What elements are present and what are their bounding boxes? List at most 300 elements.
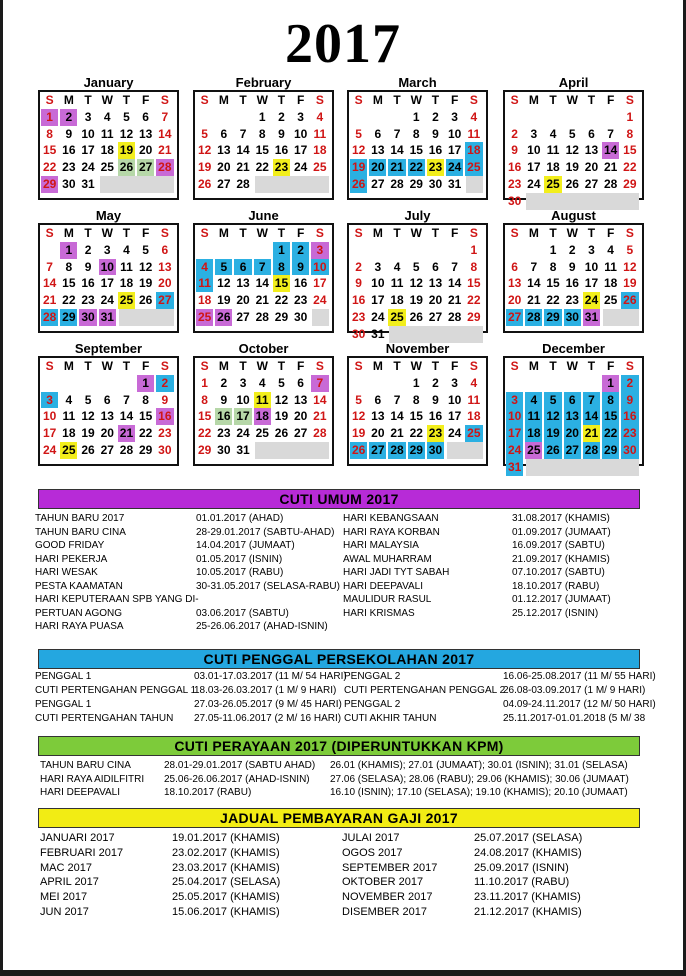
- pay-date: 19.01.2017 (KHAMIS): [172, 832, 280, 844]
- day-cell: 2: [156, 375, 173, 392]
- day-cell: 3: [374, 259, 382, 274]
- day-cell: 16: [158, 409, 172, 424]
- day-cell: 26: [119, 160, 134, 175]
- day-header: S: [625, 359, 634, 373]
- day-cell: 8: [626, 126, 634, 141]
- festive-extra-days: 27.06 (SELASA); 28.06 (RABU); 29.06 (KHAMIS); 30.06 (JUMAAT): [330, 773, 629, 785]
- day-header: T: [393, 226, 401, 240]
- month-name: March: [398, 75, 437, 90]
- day-cell: 2: [84, 242, 92, 257]
- day-cell: 20: [217, 160, 231, 175]
- pay-month: JANUARI 2017: [40, 832, 115, 844]
- day-cell: 30: [507, 193, 522, 208]
- day-header: M: [218, 226, 229, 240]
- day-cell: 8: [412, 126, 420, 141]
- day-cell: 14: [236, 143, 250, 158]
- day-cell: 13: [138, 126, 153, 141]
- holiday-date: 01.01.2017 (AHAD): [196, 513, 284, 524]
- day-cell: 1: [549, 242, 557, 257]
- day-cell: 31: [584, 310, 599, 324]
- day-cell: 5: [84, 392, 92, 407]
- day-cell: 28: [584, 443, 599, 457]
- day-header: F: [606, 359, 615, 373]
- month-june: [193, 209, 334, 333]
- day-cell: 15: [546, 276, 560, 291]
- day-cell: 25: [119, 293, 134, 308]
- day-cell: 7: [393, 126, 401, 141]
- day-cell: 27: [371, 177, 385, 191]
- day-cell: 23: [428, 426, 443, 441]
- day-cell: 29: [62, 310, 76, 324]
- holiday-name: HARI DEEPAVALI: [343, 580, 424, 592]
- day-cell: 29: [409, 177, 423, 191]
- day-header: S: [315, 226, 324, 240]
- day-cell: 3: [451, 375, 458, 390]
- day-cell: 15: [409, 143, 423, 158]
- day-cell: 25: [467, 160, 481, 175]
- day-cell: 25: [467, 426, 481, 441]
- day-cell: 14: [158, 126, 172, 141]
- day-header: S: [625, 226, 634, 240]
- day-cell: 16: [507, 160, 522, 175]
- pay-date: 25.07.2017 (SELASA): [474, 832, 583, 844]
- month-name: August: [551, 208, 596, 223]
- pay-month: SEPTEMBER 2017: [342, 861, 438, 874]
- month-grid: [193, 356, 334, 466]
- day-cell: 15: [274, 276, 289, 291]
- pay-date: 25.05.2017 (KHAMIS): [172, 891, 280, 904]
- day-header: S: [200, 359, 209, 373]
- day-cell: 20: [138, 143, 153, 158]
- day-cell: 29: [603, 443, 618, 457]
- day-cell: 17: [527, 160, 541, 175]
- day-header: S: [45, 93, 54, 107]
- day-cell: 18: [119, 276, 134, 291]
- term-name: CUTI PERTENGAHAN PENGGAL 1: [35, 685, 197, 696]
- month-august: [503, 209, 644, 333]
- empty-cells: [255, 176, 330, 193]
- day-header: W: [410, 226, 422, 240]
- day-cell: 3: [297, 109, 304, 124]
- day-cell: 1: [137, 375, 154, 392]
- day-header: S: [160, 93, 169, 107]
- day-cell: 30: [62, 177, 76, 191]
- day-header: M: [372, 359, 383, 373]
- day-cell: 18: [467, 143, 481, 158]
- month-grid: [503, 356, 644, 474]
- month-name: December: [542, 341, 605, 356]
- day-cell: 22: [274, 293, 289, 308]
- day-cell: 16: [293, 276, 308, 291]
- pay-month: DISEMBER 2017: [342, 906, 427, 918]
- day-cell: 15: [42, 143, 57, 158]
- day-cell: 3: [103, 242, 111, 257]
- day-cell: 11: [546, 143, 560, 158]
- day-cell: 30: [217, 443, 231, 457]
- day-cell: 22: [255, 160, 269, 175]
- holiday-name: HARI RAYA KORBAN: [343, 526, 440, 538]
- day-cell: 8: [273, 259, 290, 276]
- day-cell: 27: [217, 177, 231, 191]
- day-cell: 22: [138, 426, 153, 441]
- day-cell: 31: [100, 310, 114, 324]
- day-cell: 3: [506, 392, 523, 409]
- pay-date: 25.09.2017 (ISNIN): [474, 861, 569, 874]
- day-cell: 17: [313, 276, 327, 291]
- month-name: April: [558, 75, 589, 90]
- festive-name: HARI RAYA AIDILFITRI: [40, 773, 145, 785]
- day-cell: 21: [390, 160, 404, 175]
- day-cell: 30: [293, 310, 308, 324]
- term-name: CUTI AKHIR TAHUN: [344, 713, 437, 724]
- day-cell: 22: [409, 426, 423, 441]
- day-cell: 26: [351, 443, 366, 457]
- day-header: T: [239, 93, 247, 107]
- day-cell: 11: [120, 259, 133, 274]
- month-september: [38, 342, 179, 466]
- term-name: PENGGAL 2: [344, 699, 401, 710]
- day-header: S: [160, 226, 169, 240]
- day-cell: 6: [374, 392, 382, 407]
- day-cell: 13: [236, 276, 250, 291]
- day-cell: 24: [527, 177, 541, 191]
- day-header: T: [431, 226, 440, 240]
- day-cell: 23: [274, 160, 289, 175]
- term-name: PENGGAL 2: [344, 671, 401, 682]
- day-cell: 7: [161, 109, 169, 124]
- day-header: W: [101, 359, 113, 373]
- day-header: T: [277, 226, 286, 240]
- day-cell: 29: [42, 177, 57, 191]
- day-cell: 8: [412, 392, 420, 407]
- month-grid: [193, 90, 334, 200]
- day-cell: 1: [258, 109, 266, 124]
- day-header: S: [469, 226, 478, 240]
- month-grid: [193, 223, 334, 333]
- month-grid: [503, 223, 644, 333]
- day-cell: 19: [81, 426, 95, 441]
- holiday-date: 01.05.2017 (ISNIN): [196, 553, 283, 565]
- day-cell: 4: [123, 242, 130, 257]
- day-cell: 24: [447, 160, 462, 175]
- day-cell: 2: [355, 259, 362, 274]
- day-cell: 1: [412, 109, 420, 124]
- day-cell: 20: [565, 426, 579, 441]
- day-cell: 3: [311, 242, 328, 259]
- day-cell: 27: [138, 160, 153, 175]
- day-header: M: [218, 359, 229, 373]
- day-cell: 21: [236, 160, 250, 175]
- day-cell: 17: [42, 426, 57, 441]
- day-cell: 15: [409, 409, 423, 424]
- day-cell: 10: [527, 143, 541, 158]
- day-header: M: [528, 359, 539, 373]
- day-cell: 20: [293, 409, 308, 424]
- empty-cells: [312, 309, 329, 326]
- day-header: W: [256, 226, 268, 240]
- day-cell: 20: [158, 276, 172, 291]
- pay-month: MAC 2017: [40, 861, 92, 874]
- day-header: T: [239, 226, 247, 240]
- day-cell: 21: [584, 426, 599, 441]
- day-cell: 13: [428, 276, 443, 291]
- day-cell: 4: [470, 375, 478, 390]
- day-header: W: [256, 359, 268, 373]
- day-header: S: [469, 359, 478, 373]
- day-cell: 28: [447, 310, 462, 324]
- day-header: T: [587, 359, 596, 373]
- day-header: F: [606, 93, 615, 107]
- cuti-umum-banner: CUTI UMUM 2017: [38, 489, 640, 509]
- day-header: M: [218, 93, 229, 107]
- day-cell: 7: [239, 126, 247, 141]
- day-cell: 10: [447, 392, 462, 407]
- day-cell: 22: [546, 293, 560, 308]
- day-cell: 28: [390, 443, 404, 457]
- month-july: [347, 208, 488, 341]
- holiday-name: HARI KEBANGSAAN: [343, 513, 439, 524]
- day-cell: 31: [507, 459, 522, 474]
- day-cell: 10: [584, 259, 599, 274]
- cuti-perayaan-banner: CUTI PERAYAAN 2017 (DIPERUNTUKKAN KPM): [38, 736, 640, 756]
- day-cell: 8: [258, 126, 266, 141]
- day-header: M: [528, 93, 539, 107]
- day-cell: 17: [447, 143, 462, 158]
- day-cell: 12: [565, 143, 579, 158]
- day-cell: 28: [527, 310, 541, 324]
- day-cell: 12: [81, 409, 95, 424]
- pay-date: 23.02.2017 (KHAMIS): [172, 846, 280, 859]
- empty-cells: [255, 442, 330, 459]
- day-header: S: [354, 226, 363, 240]
- day-cell: 9: [278, 126, 285, 141]
- day-cell: 14: [390, 409, 404, 424]
- day-header: T: [431, 359, 440, 373]
- holiday-name: TAHUN BARU CINA: [35, 526, 126, 538]
- day-cell: 24: [236, 426, 250, 441]
- month-november: [347, 342, 488, 466]
- day-cell: 10: [507, 409, 522, 424]
- day-cell: 17: [100, 276, 114, 291]
- holiday-name: HARI RAYA PUASA: [35, 621, 124, 632]
- day-cell: 22: [409, 160, 423, 175]
- day-header: F: [141, 93, 150, 107]
- day-header: S: [200, 93, 209, 107]
- day-cell: 4: [607, 242, 614, 257]
- day-header: T: [549, 359, 557, 373]
- day-header: T: [587, 93, 596, 107]
- day-cell: 9: [292, 259, 309, 276]
- holiday-name: HARI KEPUTERAAN SPB YANG DI-: [35, 594, 199, 605]
- day-cell: 19: [274, 409, 289, 424]
- day-cell: 28: [390, 177, 404, 191]
- day-header: F: [296, 93, 305, 107]
- day-cell: 25: [197, 310, 212, 324]
- month-grid: [503, 90, 644, 208]
- day-cell: 20: [428, 293, 443, 308]
- day-cell: 23: [293, 293, 308, 308]
- day-cell: 3: [588, 242, 595, 257]
- day-cell: 16: [428, 409, 443, 424]
- day-cell: 5: [278, 375, 285, 390]
- day-cell: 6: [220, 126, 228, 141]
- day-cell: 1: [41, 109, 58, 126]
- day-cell: 27: [236, 310, 250, 324]
- day-cell: 28: [603, 177, 618, 191]
- day-header: T: [122, 93, 131, 107]
- day-header: S: [354, 359, 363, 373]
- pay-month: JUN 2017: [40, 906, 89, 918]
- pay-month: OKTOBER 2017: [342, 876, 424, 889]
- term-date: 16.06-25.08.2017 (11 M/ 55 HARI): [503, 671, 656, 682]
- term-name: PENGGAL 1: [35, 699, 92, 710]
- term-date: 27.05-11.06.2017 (2 M/ 16 HARI): [194, 713, 342, 724]
- day-cell: 20: [236, 293, 250, 308]
- day-header: W: [101, 93, 113, 107]
- month-grid: [347, 223, 488, 341]
- day-cell: 2: [220, 375, 228, 390]
- day-cell: 8: [602, 392, 619, 409]
- day-cell: 14: [447, 276, 462, 291]
- day-header: S: [45, 226, 54, 240]
- day-cell: 20: [584, 160, 599, 175]
- day-cell: 11: [467, 392, 481, 407]
- day-cell: 4: [103, 109, 111, 124]
- empty-cells: [466, 176, 483, 193]
- year-title: 2017: [285, 13, 401, 75]
- day-cell: 29: [138, 443, 153, 457]
- day-cell: 5: [412, 259, 420, 274]
- day-cell: 19: [565, 160, 579, 175]
- day-cell: 6: [588, 126, 595, 141]
- day-cell: 25: [603, 293, 618, 308]
- day-cell: 25: [546, 177, 560, 191]
- day-header: S: [354, 93, 363, 107]
- pay-date: 23.03.2017 (KHAMIS): [172, 861, 280, 874]
- day-cell: 2: [511, 126, 518, 141]
- day-cell: 9: [621, 392, 638, 409]
- festive-extra-days: 16.10 (ISNIN); 17.10 (SELASA); 19.10 (KHAMIS); 20.10 (JUMAAT): [330, 787, 628, 798]
- pay-date: 24.08.2017 (KHAMIS): [474, 846, 582, 859]
- day-header: T: [549, 93, 557, 107]
- day-header: W: [566, 359, 578, 373]
- day-header: S: [510, 93, 519, 107]
- day-cell: 1: [201, 375, 208, 390]
- holiday-date: 01.09.2017 (JUMAAT): [512, 526, 611, 538]
- day-cell: 5: [544, 392, 561, 409]
- day-cell: 19: [623, 276, 637, 291]
- day-cell: 5: [568, 126, 576, 141]
- day-cell: 6: [374, 126, 382, 141]
- day-cell: 13: [584, 143, 599, 158]
- day-cell: 18: [313, 143, 327, 158]
- day-cell: 24: [371, 310, 385, 324]
- day-cell: 1: [602, 375, 619, 392]
- day-cell: 9: [220, 392, 228, 407]
- day-cell: 3: [451, 109, 458, 124]
- day-cell: 9: [355, 276, 362, 291]
- day-cell: 17: [371, 293, 385, 308]
- day-cell: 10: [81, 126, 95, 141]
- day-cell: 23: [565, 293, 579, 308]
- day-cell: 24: [584, 293, 599, 308]
- day-cell: 11: [525, 408, 542, 425]
- term-date: 26.08-03.09.2017 (1 M/ 9 HARI): [503, 685, 646, 696]
- day-cell: 8: [201, 392, 208, 407]
- day-cell: 10: [447, 126, 462, 141]
- day-cell: 7: [254, 259, 271, 276]
- day-header: T: [393, 93, 401, 107]
- month-october: [193, 342, 334, 466]
- day-cell: 16: [81, 276, 95, 291]
- day-cell: 3: [239, 375, 247, 390]
- day-header: W: [566, 226, 578, 240]
- holiday-name: PESTA KAAMATAN: [35, 580, 123, 592]
- day-cell: 20: [100, 426, 114, 441]
- day-cell: 30: [428, 443, 443, 457]
- month-name: June: [248, 208, 279, 223]
- day-cell: 16: [62, 143, 76, 158]
- term-date: 27.03-26.05.2017 (9 M/ 45 HARI): [194, 699, 342, 710]
- day-cell: 2: [432, 375, 439, 390]
- day-cell: 28: [119, 443, 134, 457]
- day-cell: 14: [119, 409, 134, 424]
- festive-date: 25.06-26.06.2017 (AHAD-ISNIN): [164, 773, 310, 785]
- day-cell: 17: [81, 143, 95, 158]
- empty-cells: [447, 442, 483, 459]
- day-cell: 9: [65, 126, 73, 141]
- term-date: 04.09-24.11.2017 (12 M/ 50 HARI): [503, 699, 656, 710]
- day-cell: 14: [527, 276, 541, 291]
- holiday-date: 18.10.2017 (RABU): [512, 580, 600, 592]
- day-cell: 16: [274, 143, 289, 158]
- day-cell: 13: [293, 392, 308, 407]
- day-cell: 15: [603, 409, 618, 424]
- day-cell: 22: [603, 426, 618, 441]
- day-cell: 9: [432, 392, 439, 407]
- day-cell: 3: [530, 126, 538, 141]
- day-cell: 8: [65, 259, 73, 274]
- day-cell: 25: [255, 426, 269, 441]
- day-cell: 23: [62, 160, 76, 175]
- day-header: S: [200, 226, 209, 240]
- day-cell: 14: [255, 276, 269, 291]
- day-cell: 6: [511, 259, 518, 274]
- day-cell: 1: [412, 375, 420, 390]
- day-cell: 9: [432, 126, 439, 141]
- term-date: 03.01-17.03.2017 (11 M/ 54 HARI): [194, 671, 347, 682]
- term-name: CUTI PERTENGAHAN PENGGAL 2: [344, 685, 506, 696]
- pay-date: 25.04.2017 (SELASA): [172, 876, 281, 889]
- day-cell: 10: [42, 409, 57, 424]
- cuti-penggal-banner: CUTI PENGGAL PERSEKOLAHAN 2017: [38, 649, 640, 669]
- holiday-name: HARI WESAK: [35, 567, 98, 578]
- festive-date: 28.01-29.01.2017 (SABTU AHAD): [164, 760, 316, 771]
- month-name: February: [235, 75, 292, 90]
- day-cell: 2: [292, 242, 309, 259]
- day-cell: 18: [62, 426, 76, 441]
- day-cell: 26: [546, 443, 560, 457]
- day-cell: 2: [60, 109, 77, 126]
- day-cell: 6: [161, 242, 169, 257]
- jadual-gaji-banner: JADUAL PEMBAYARAN GAJI 2017: [38, 808, 640, 828]
- day-header: T: [549, 226, 557, 240]
- day-header: S: [510, 359, 519, 373]
- holiday-name: HARI KRISMAS: [343, 607, 415, 619]
- month-name: November: [385, 341, 450, 356]
- day-cell: 23: [623, 426, 637, 441]
- day-cell: 5: [201, 126, 208, 141]
